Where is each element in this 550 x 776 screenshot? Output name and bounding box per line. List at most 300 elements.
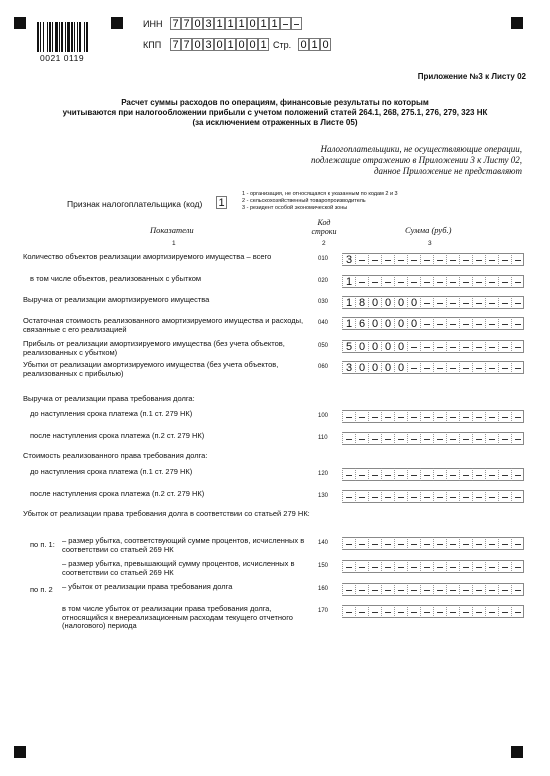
amount-cell: 0 xyxy=(394,296,407,309)
row-code-120: 120 xyxy=(318,471,329,477)
taxpayer-option-1: 1 - организация, не относящаяся к указанным по кодам 2 и 3 xyxy=(242,191,398,197)
amount-cell xyxy=(472,275,485,288)
amount-cell xyxy=(472,432,485,445)
amount-cell xyxy=(511,317,524,330)
inn-cell: 7 xyxy=(170,17,181,30)
barcode-bar xyxy=(67,22,70,52)
amount-cell xyxy=(381,560,394,573)
amount-cell: 8 xyxy=(355,296,368,309)
appendix-label: Приложение №3 к Листу 02 xyxy=(417,72,526,81)
amount-cell xyxy=(511,253,524,266)
amount-cell xyxy=(433,432,446,445)
amount-cell: 0 xyxy=(368,340,381,353)
amount-cell xyxy=(472,317,485,330)
amount-cell xyxy=(433,340,446,353)
amount-cell xyxy=(381,537,394,550)
amount-cell xyxy=(446,361,459,374)
amount-cell xyxy=(511,537,524,550)
amount-cell xyxy=(446,317,459,330)
section-p1: по п. 1: xyxy=(30,540,55,549)
amount-cell xyxy=(368,468,381,481)
row-amount-field-170[interactable] xyxy=(342,605,524,618)
barcode-bar xyxy=(65,22,66,52)
barcode-bar xyxy=(77,22,78,52)
row-label-060: Убытки от реализации амортизируемого имущества (без учета объектов, реализованных с прибылью) xyxy=(23,360,279,378)
amount-cell xyxy=(485,583,498,596)
amount-cell xyxy=(355,468,368,481)
kpp-cell: 0 xyxy=(214,38,225,51)
amount-cell xyxy=(355,275,368,288)
amount-cell: 0 xyxy=(407,317,420,330)
amount-cell xyxy=(498,317,511,330)
inn-cell: 1 xyxy=(258,17,269,30)
amount-cell xyxy=(472,296,485,309)
amount-cell xyxy=(394,605,407,618)
amount-cell: 0 xyxy=(381,361,394,374)
row-amount-field-120[interactable] xyxy=(342,468,524,481)
row-amount-field-150[interactable] xyxy=(342,560,524,573)
barcode-bar xyxy=(52,22,53,52)
amount-cell xyxy=(433,468,446,481)
amount-cell xyxy=(355,490,368,503)
amount-cell xyxy=(511,340,524,353)
row-label-150: – размер убытка, превышающий сумму процентов, исчисленных в соответствии со статьей 269 НК xyxy=(62,559,295,577)
amount-cell xyxy=(498,583,511,596)
inn-cell: 7 xyxy=(181,17,192,30)
section-revenue-debt: Выручка от реализации права требования долга: xyxy=(23,394,195,403)
row-code-140: 140 xyxy=(318,540,329,546)
page-number-field[interactable] xyxy=(298,38,331,51)
amount-cell xyxy=(407,560,420,573)
amount-cell xyxy=(368,583,381,596)
amount-cell xyxy=(342,410,355,423)
amount-cell xyxy=(446,340,459,353)
amount-cell: 0 xyxy=(394,361,407,374)
amount-cell: 3 xyxy=(342,361,355,374)
inn-cell: 1 xyxy=(236,17,247,30)
amount-cell xyxy=(368,560,381,573)
amount-cell xyxy=(420,340,433,353)
amount-cell xyxy=(394,253,407,266)
row-code-110: 110 xyxy=(318,435,328,441)
kpp-cell: 3 xyxy=(203,38,214,51)
barcode-number: 0021 0119 xyxy=(40,53,85,63)
amount-cell xyxy=(433,361,446,374)
row-label-010: Количество объектов реализации амортизируемого имущества – всего xyxy=(23,252,272,261)
amount-cell xyxy=(446,490,459,503)
kpp-cell: 0 xyxy=(247,38,258,51)
amount-cell xyxy=(394,537,407,550)
amount-cell xyxy=(394,468,407,481)
page-label: Стр. xyxy=(273,40,292,50)
row-label-170: в том числе убыток от реализации права требования долга, относящийся к внереализационным расходам текущего отчетного (налогового) периода xyxy=(62,604,293,630)
row-amount-field-010[interactable] xyxy=(342,253,524,266)
row-label-100: до наступления срока платежа (п.1 ст. 279 НК) xyxy=(30,409,193,418)
taxpayer-code-cell: 1 xyxy=(216,196,227,209)
amount-cell xyxy=(459,410,472,423)
amount-cell xyxy=(485,361,498,374)
amount-cell xyxy=(472,537,485,550)
inn-cell: 1 xyxy=(225,17,236,30)
amount-cell xyxy=(485,317,498,330)
amount-cell xyxy=(498,296,511,309)
amount-cell xyxy=(459,537,472,550)
amount-cell xyxy=(485,468,498,481)
amount-cell xyxy=(368,537,381,550)
kpp-cell: 1 xyxy=(225,38,236,51)
amount-cell: 0 xyxy=(368,296,381,309)
amount-cell xyxy=(498,275,511,288)
amount-cell xyxy=(485,296,498,309)
amount-cell xyxy=(498,340,511,353)
amount-cell xyxy=(420,275,433,288)
row-code-130: 130 xyxy=(318,493,329,499)
row-label-140: – размер убытка, соответствующий сумме процентов, исчисленных в соответствии со статьей 269 НК xyxy=(62,536,305,554)
row-label-130: после наступления срока платежа (п.2 ст. 279 НК) xyxy=(30,489,205,498)
amount-cell xyxy=(407,361,420,374)
amount-cell xyxy=(368,410,381,423)
barcode-bar xyxy=(37,22,39,52)
amount-cell xyxy=(446,537,459,550)
amount-cell: 0 xyxy=(355,361,368,374)
col-number-2: 2 xyxy=(322,240,326,247)
amount-cell xyxy=(498,468,511,481)
taxpayer-code-field[interactable] xyxy=(216,196,227,209)
amount-cell: 0 xyxy=(368,317,381,330)
amount-cell xyxy=(420,296,433,309)
amount-cell xyxy=(394,560,407,573)
taxpayer-option-2: 2 - сельскохозяйственный товаропроизводитель xyxy=(242,198,366,204)
amount-cell xyxy=(433,410,446,423)
amount-cell xyxy=(420,432,433,445)
corner-marker-top-mid xyxy=(111,17,123,29)
amount-cell: 6 xyxy=(355,317,368,330)
amount-cell xyxy=(511,490,524,503)
amount-cell: 0 xyxy=(381,317,394,330)
amount-cell xyxy=(446,468,459,481)
amount-cell: 0 xyxy=(368,361,381,374)
amount-cell xyxy=(446,410,459,423)
row-code-160: 160 xyxy=(318,586,329,592)
barcode-bar xyxy=(43,22,44,52)
note-line3: данное Приложение не представляют xyxy=(374,166,522,176)
amount-cell xyxy=(394,432,407,445)
amount-cell xyxy=(407,490,420,503)
amount-cell xyxy=(420,583,433,596)
section-cost-debt: Стоимость реализованного права требования долга: xyxy=(23,451,208,460)
amount-cell xyxy=(342,560,355,573)
amount-cell xyxy=(446,275,459,288)
amount-cell xyxy=(485,490,498,503)
amount-cell xyxy=(472,560,485,573)
col-header-code-line2: строки xyxy=(311,227,337,236)
amount-cell xyxy=(498,410,511,423)
amount-cell xyxy=(459,253,472,266)
amount-cell xyxy=(472,340,485,353)
row-label-110: после наступления срока платежа (п.2 ст. 279 НК) xyxy=(30,431,205,440)
col-number-3: 3 xyxy=(428,240,432,247)
row-amount-field-050[interactable] xyxy=(342,340,524,353)
amount-cell xyxy=(381,490,394,503)
amount-cell xyxy=(446,605,459,618)
inn-cell xyxy=(291,17,302,30)
row-label-040: Остаточная стоимость реализованного амортизируемого имущества и расходы, связанные с его реализацией xyxy=(23,316,304,334)
note xyxy=(311,144,522,177)
amount-cell xyxy=(446,253,459,266)
page-number-cell: 0 xyxy=(320,38,331,51)
amount-cell xyxy=(511,560,524,573)
inn-cell: 1 xyxy=(269,17,280,30)
amount-cell: 1 xyxy=(342,317,355,330)
amount-cell xyxy=(472,361,485,374)
taxpayer-code-label: Признак налогоплательщика (код) xyxy=(67,199,203,209)
row-amount-field-160[interactable] xyxy=(342,583,524,596)
amount-cell xyxy=(407,583,420,596)
amount-cell xyxy=(355,537,368,550)
page-number-cell: 1 xyxy=(309,38,320,51)
barcode-bar xyxy=(84,22,85,52)
col-header-sum: Сумма (руб.) xyxy=(405,225,452,235)
amount-cell xyxy=(394,583,407,596)
amount-cell xyxy=(368,253,381,266)
amount-cell xyxy=(433,275,446,288)
col-header-indicators: Показатели xyxy=(150,225,194,235)
section-loss-debt: Убыток от реализации права требования долга в соответствии со статьей 279 НК: xyxy=(23,509,310,518)
amount-cell xyxy=(446,560,459,573)
amount-cell xyxy=(381,253,394,266)
col-number-1: 1 xyxy=(172,240,176,247)
row-amount-field-020[interactable] xyxy=(342,275,524,288)
amount-cell xyxy=(498,490,511,503)
amount-cell xyxy=(459,275,472,288)
kpp-field[interactable] xyxy=(170,38,269,51)
amount-cell xyxy=(459,605,472,618)
section-p2: по п. 2 xyxy=(30,585,53,594)
amount-cell xyxy=(381,468,394,481)
amount-cell xyxy=(394,410,407,423)
amount-cell xyxy=(511,361,524,374)
amount-cell xyxy=(498,560,511,573)
row-code-040: 040 xyxy=(318,320,329,326)
amount-cell xyxy=(355,583,368,596)
amount-cell xyxy=(420,560,433,573)
amount-cell xyxy=(407,275,420,288)
amount-cell xyxy=(511,583,524,596)
amount-cell xyxy=(485,560,498,573)
amount-cell xyxy=(368,275,381,288)
amount-cell xyxy=(485,253,498,266)
row-code-170: 170 xyxy=(318,608,329,614)
inn-cell: 0 xyxy=(247,17,258,30)
row-code-060: 060 xyxy=(318,364,329,370)
amount-cell xyxy=(459,296,472,309)
amount-cell xyxy=(381,410,394,423)
barcode-bar xyxy=(47,22,48,52)
row-amount-field-040[interactable] xyxy=(342,317,524,330)
row-amount-field-130[interactable] xyxy=(342,490,524,503)
amount-cell xyxy=(433,296,446,309)
amount-cell: 3 xyxy=(342,253,355,266)
row-label-030: Выручка от реализации амортизируемого имущества xyxy=(23,295,210,304)
amount-cell xyxy=(368,432,381,445)
amount-cell xyxy=(459,583,472,596)
amount-cell xyxy=(420,253,433,266)
row-code-010: 010 xyxy=(318,256,329,262)
row-code-030: 030 xyxy=(318,299,329,305)
row-code-150: 150 xyxy=(318,563,329,569)
amount-cell xyxy=(394,275,407,288)
kpp-cell: 0 xyxy=(236,38,247,51)
amount-cell: 0 xyxy=(407,296,420,309)
form-title xyxy=(20,98,530,128)
amount-cell xyxy=(511,432,524,445)
amount-cell xyxy=(511,468,524,481)
amount-cell xyxy=(472,410,485,423)
corner-marker-bottom-right xyxy=(511,746,523,758)
amount-cell xyxy=(407,340,420,353)
amount-cell xyxy=(472,468,485,481)
barcode-bar xyxy=(86,22,88,52)
amount-cell xyxy=(485,275,498,288)
amount-cell xyxy=(485,410,498,423)
amount-cell xyxy=(407,432,420,445)
page-number-cell: 0 xyxy=(298,38,309,51)
amount-cell xyxy=(368,490,381,503)
amount-cell xyxy=(498,605,511,618)
amount-cell xyxy=(472,253,485,266)
barcode-bar xyxy=(59,22,60,52)
amount-cell xyxy=(355,560,368,573)
amount-cell xyxy=(433,560,446,573)
row-amount-field-110[interactable] xyxy=(342,432,524,445)
amount-cell xyxy=(407,253,420,266)
barcode-bar xyxy=(74,22,75,52)
amount-cell xyxy=(407,468,420,481)
amount-cell xyxy=(485,432,498,445)
amount-cell xyxy=(498,253,511,266)
row-amount-field-060[interactable] xyxy=(342,361,524,374)
corner-marker-top-left xyxy=(14,17,26,29)
col-header-code xyxy=(306,218,342,236)
amount-cell: 0 xyxy=(394,340,407,353)
amount-cell xyxy=(459,468,472,481)
row-code-100: 100 xyxy=(318,413,329,419)
inn-label: ИНН xyxy=(143,19,163,29)
amount-cell xyxy=(446,296,459,309)
amount-cell xyxy=(433,490,446,503)
amount-cell xyxy=(420,605,433,618)
amount-cell xyxy=(459,490,472,503)
amount-cell xyxy=(472,583,485,596)
taxpayer-code-options xyxy=(242,191,398,212)
amount-cell xyxy=(381,275,394,288)
row-amount-field-100[interactable] xyxy=(342,410,524,423)
taxpayer-option-3: 3 - резидент особой экономической зоны xyxy=(242,205,348,211)
amount-cell xyxy=(407,537,420,550)
row-code-020: 020 xyxy=(318,278,329,284)
amount-cell xyxy=(433,253,446,266)
amount-cell: 0 xyxy=(381,296,394,309)
amount-cell: 1 xyxy=(342,275,355,288)
amount-cell xyxy=(420,468,433,481)
amount-cell xyxy=(381,432,394,445)
corner-marker-top-right xyxy=(511,17,523,29)
amount-cell xyxy=(498,361,511,374)
kpp-cell: 7 xyxy=(181,38,192,51)
inn-field[interactable] xyxy=(170,17,302,30)
row-code-050: 050 xyxy=(318,343,329,349)
barcode-bar xyxy=(79,22,81,52)
amount-cell xyxy=(511,605,524,618)
amount-cell xyxy=(407,605,420,618)
note-line2: подлежащие отражению в Приложении 3 к Листу 02, xyxy=(311,155,522,165)
amount-cell xyxy=(498,432,511,445)
amount-cell xyxy=(394,490,407,503)
amount-cell xyxy=(446,583,459,596)
amount-cell xyxy=(459,361,472,374)
amount-cell xyxy=(485,605,498,618)
amount-cell xyxy=(355,605,368,618)
row-label-120: до наступления срока платежа (п.1 ст. 279 НК) xyxy=(30,467,193,476)
amount-cell xyxy=(485,537,498,550)
note-line1: Налогоплательщики, не осуществляющие операции, xyxy=(320,144,522,154)
amount-cell xyxy=(355,432,368,445)
form-title-line3: (за исключением отраженных в Листе 05) xyxy=(192,118,358,127)
barcode-bar xyxy=(40,22,41,52)
inn-cell: 1 xyxy=(214,17,225,30)
amount-cell: 0 xyxy=(355,340,368,353)
amount-cell xyxy=(342,432,355,445)
kpp-cell: 0 xyxy=(192,38,203,51)
form-title-line2: учитываются при налогообложении прибыли с учетом положений статей 264.1, 268, 275.1, 276, 279, 323 НК xyxy=(62,108,488,117)
amount-cell: 0 xyxy=(394,317,407,330)
kpp-label: КПП xyxy=(143,40,162,50)
col-header-code-line1: Код xyxy=(317,218,331,227)
amount-cell xyxy=(355,410,368,423)
amount-cell xyxy=(355,253,368,266)
amount-cell xyxy=(485,340,498,353)
amount-cell xyxy=(433,317,446,330)
amount-cell xyxy=(420,361,433,374)
row-amount-field-030[interactable] xyxy=(342,296,524,309)
row-label-020: в том числе объектов, реализованных с убытком xyxy=(30,274,202,283)
amount-cell xyxy=(368,605,381,618)
amount-cell xyxy=(420,537,433,550)
amount-cell xyxy=(446,432,459,445)
amount-cell xyxy=(459,560,472,573)
kpp-cell: 7 xyxy=(170,38,181,51)
amount-cell xyxy=(342,537,355,550)
amount-cell xyxy=(420,490,433,503)
amount-cell xyxy=(433,583,446,596)
amount-cell xyxy=(433,605,446,618)
amount-cell xyxy=(420,410,433,423)
amount-cell xyxy=(420,317,433,330)
amount-cell xyxy=(342,583,355,596)
amount-cell xyxy=(381,583,394,596)
amount-cell xyxy=(342,605,355,618)
amount-cell: 1 xyxy=(342,296,355,309)
amount-cell: 0 xyxy=(381,340,394,353)
barcode-bar xyxy=(55,22,58,52)
inn-cell: 0 xyxy=(192,17,203,30)
amount-cell xyxy=(459,317,472,330)
amount-cell xyxy=(381,605,394,618)
inn-cell: 3 xyxy=(203,17,214,30)
amount-cell xyxy=(498,537,511,550)
row-amount-field-140[interactable] xyxy=(342,537,524,550)
amount-cell xyxy=(342,490,355,503)
